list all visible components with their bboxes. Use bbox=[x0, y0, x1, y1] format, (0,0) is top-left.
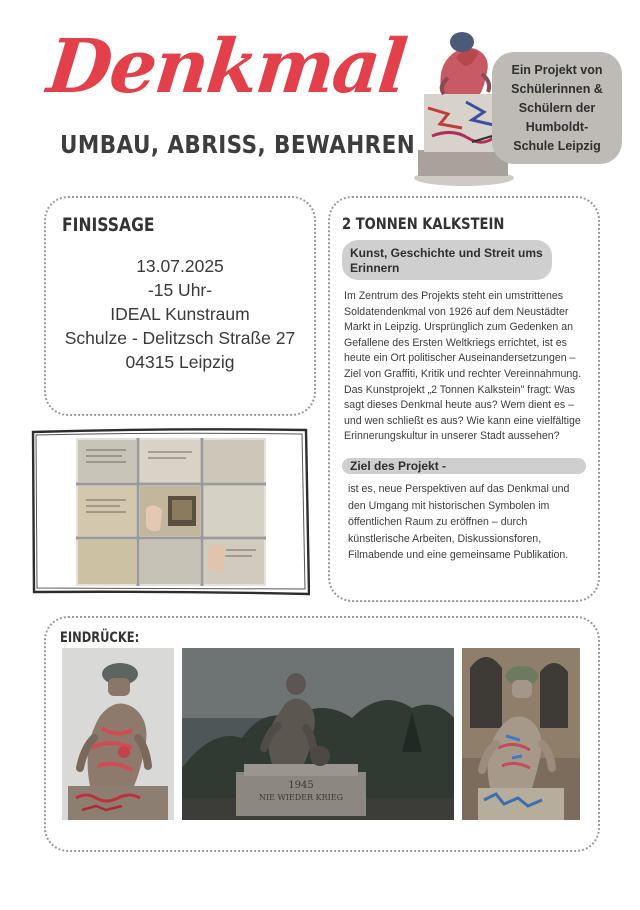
kalkstein-box bbox=[328, 196, 600, 602]
kalkstein-heading: 2 TONNEN KALKSTEIN bbox=[342, 214, 505, 233]
plaque-year: 1945 bbox=[288, 780, 314, 791]
eindruecke-heading: EINDRÜCKE: bbox=[60, 630, 140, 646]
finissage-street: Schulze - Delitzsch Straße 27 bbox=[64, 328, 296, 348]
project-info-text: Ein Projekt von Schülerinnen & Schülern der Humboldt- Schule Leipzig bbox=[511, 62, 603, 153]
finissage-details bbox=[46, 254, 314, 374]
kalkstein-paragraph: Im Zentrum des Projekts steht ein umstrittenes Soldatendenkmal von 1926 auf dem Neustädter Markt in Leipzig. Ursprünglich zum Gedenken an Gefallene des Ersten Weltkriegs errichtet, ist es heute ein Ort politischer Auseinandersetzungen – Ziel von Graffiti, Kritik und rechter Vereinnahmung. Das Kunstprojekt „2 Tonnen Kalkstein" fragt: Was sagt dieses Denkmal heute aus? Wem dient es – und wen schließt es aus? Wie kann eine vielfältige Erinnerungskultur in unserer Stadt aussehen? bbox=[344, 290, 582, 443]
finissage-time: -15 Uhr- bbox=[147, 280, 213, 300]
plaque-text: NIE WIEDER KRIEG bbox=[259, 793, 343, 802]
project-info-bubble bbox=[492, 52, 622, 164]
finissage-city: 04315 Leipzig bbox=[125, 352, 235, 372]
poster-title: Denkmal bbox=[43, 24, 410, 110]
impression-image-memorial-1945 bbox=[182, 648, 454, 820]
finissage-venue: IDEAL Kunstraum bbox=[110, 304, 250, 324]
impression-image-graffiti-statue bbox=[62, 648, 174, 820]
goal-text: ist es, neue Perspektiven auf das Denkmal und den Umgang mit historischen Symbolen im öffentlichen Raum zu eröffnen – durch künstlerische Arbeiten, Diskussionsforen, Filmabende und eine gemeinsame Publikation. bbox=[348, 483, 570, 562]
goal-heading: Ziel des Projekt - bbox=[342, 458, 586, 474]
poster-subtitle: UMBAU, ABRISS, BEWAHREN bbox=[60, 130, 416, 159]
exhibition-photo bbox=[76, 438, 266, 586]
finissage-date: 13.07.2025 bbox=[136, 256, 224, 276]
impression-image-church-statue bbox=[462, 648, 580, 820]
finissage-heading: FINISSAGE bbox=[62, 214, 155, 236]
finissage-box bbox=[44, 196, 316, 416]
kalkstein-subheading: Kunst, Geschichte und Streit ums Erinnern bbox=[342, 240, 552, 280]
